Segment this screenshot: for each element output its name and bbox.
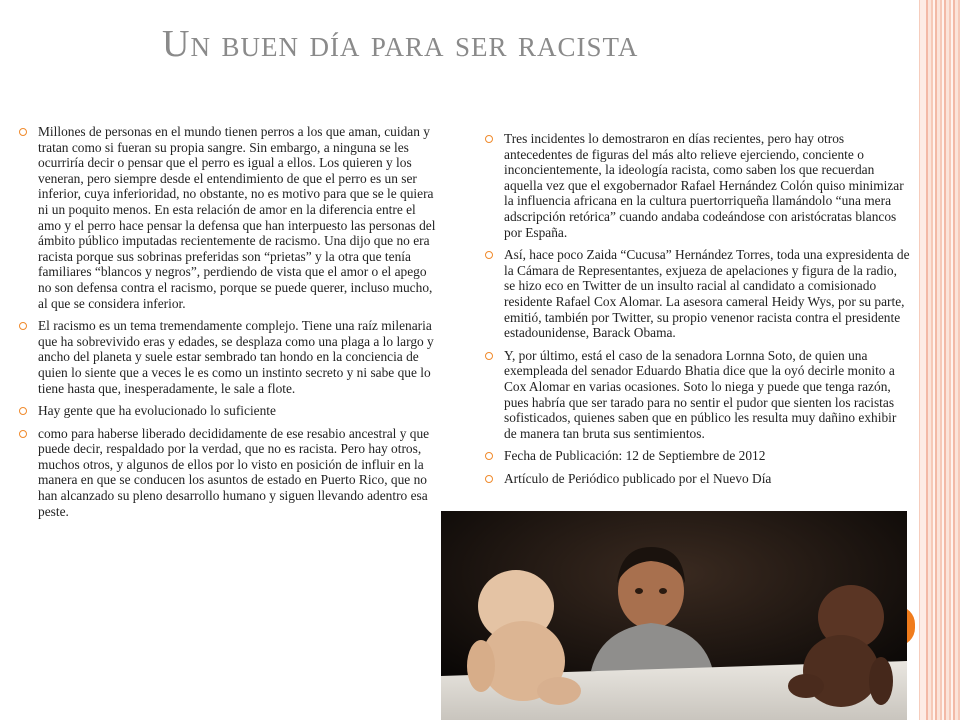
bullet-icon — [18, 321, 28, 331]
list-item — [484, 471, 910, 487]
list-item — [484, 247, 910, 341]
right-text-column — [484, 131, 910, 493]
source-credit: Artículo de Periódico publicado por el Nuevo Día — [504, 470, 772, 486]
doll-test-photo — [441, 511, 907, 720]
bullet-icon — [484, 351, 494, 361]
paragraph-text: Hay gente que ha evolucionado lo suficiente — [38, 403, 276, 419]
list-item — [18, 403, 442, 419]
list-item — [18, 124, 442, 311]
list-item — [484, 348, 910, 442]
bullet-icon — [18, 406, 28, 416]
list-item — [484, 131, 910, 240]
bullet-icon — [484, 474, 494, 484]
paragraph-text: Millones de personas en el mundo tienen perros a los que aman, cuidan y tratan como si fueran su propia sangre. Sin embargo, a ninguna se les ocurriría decir o pensar que el perro es igual a ellos. Los quieren y los veneran, pero siempre desde el entendimiento de que el perro es un ser inferior, cuya inferioridad, no obstante, no es motivo para que se le quiera ni un poquito menos. En esta relación de amor en la diferencia entre el amo y el perro hace pensar la defensa que han interpuesto las personas del ámbito público imputadas recientemente de racismo. Una dijo que no era racista porque sus sobrinas preferidas son “prietas” y la otra que tenía familiares “blancos y negros”, perdiendo de vista que el amor o el apego no son defensa contra el racismo, porque se puede querer, incluso mucho, al que se considera inferior. — [38, 124, 436, 311]
paragraph-text: Tres incidentes lo demostraron en días recientes, pero hay otros antecedentes de figuras del más alto relieve ejerciendo, conciente o inconcientemente, la ideología racista, como saben los que recuerdan aquella vez que el exgobernador Rafael Hernández Colón quiso minimizar la influencia africana en la cultura puertorriqueña llamándolo “una mera adscripción retórica” cuando andaba codeándose con aristócratas blancos por España. — [504, 131, 904, 240]
list-item — [18, 318, 442, 396]
side-stripe-decoration — [926, 0, 960, 720]
slide-title: Un buen día para ser racista — [162, 23, 639, 65]
publication-date: Fecha de Publicación: 12 de Septiembre de 2012 — [504, 448, 766, 464]
paragraph-text: Así, hace poco Zaida “Cucusa” Hernández Torres, toda una expresidenta de la Cámara de Representantes, exjueza de apelaciones y figura de la radio, se hizo eco en Twitter de un insulto racial al candidato a comisionado residente Rafael Cox Alomar. La asesora cameral Heidy Wys, por su parte, emitió, también por Twitter, su propio venenor racista contra el presidente estadounidense, Barack Obama. — [504, 247, 910, 341]
paragraph-text: Y, por último, está el caso de la senadora Lornna Soto, de quien una exempleada del senador Eduardo Bhatia dice que la oyó decirle monito a Cox Alomar en varias ocasiones. Soto lo niega y puede que tenga razón, pues habría que ser tarado para no sentir el pudor que sienten los racistas sofisticados, quienes saben que en público les resulta muy dañino exhibir de manera tan bruta sus sentimientos. — [504, 347, 897, 441]
paragraph-text: como para haberse liberado decididamente de ese resabio ancestral y que puede decir, respaldado por la verdad, que no es racista. Pero hay otros, muchos otros, y algunos de ellos por lo visto en posición de influir en la manera en que se conducen los asuntos de estado en Puerto Rico, que no han alcanzado su pleno desarrollo humano y siguen llevando adentro esa peste. — [38, 425, 430, 519]
list-item — [484, 448, 910, 464]
bullet-icon — [484, 250, 494, 260]
left-text-column — [18, 124, 442, 526]
bullet-icon — [18, 429, 28, 439]
bullet-icon — [484, 451, 494, 461]
bullet-icon — [18, 127, 28, 137]
paragraph-text: El racismo es un tema tremendamente complejo. Tiene una raíz milenaria que ha sobrevivido eras y edades, se desplaza como una plaga a lo largo y ancho del planeta y suele estar sembrado tan hondo en la conciencia de quien lo siente que a veces le es como un instinto secreto y ni sabe que lo tiene hasta que, inesperadamente, le sale a flote. — [38, 318, 434, 396]
bullet-icon — [484, 134, 494, 144]
photo-illustration — [441, 511, 907, 720]
side-decoration-inner — [919, 0, 926, 720]
list-item — [18, 426, 442, 520]
